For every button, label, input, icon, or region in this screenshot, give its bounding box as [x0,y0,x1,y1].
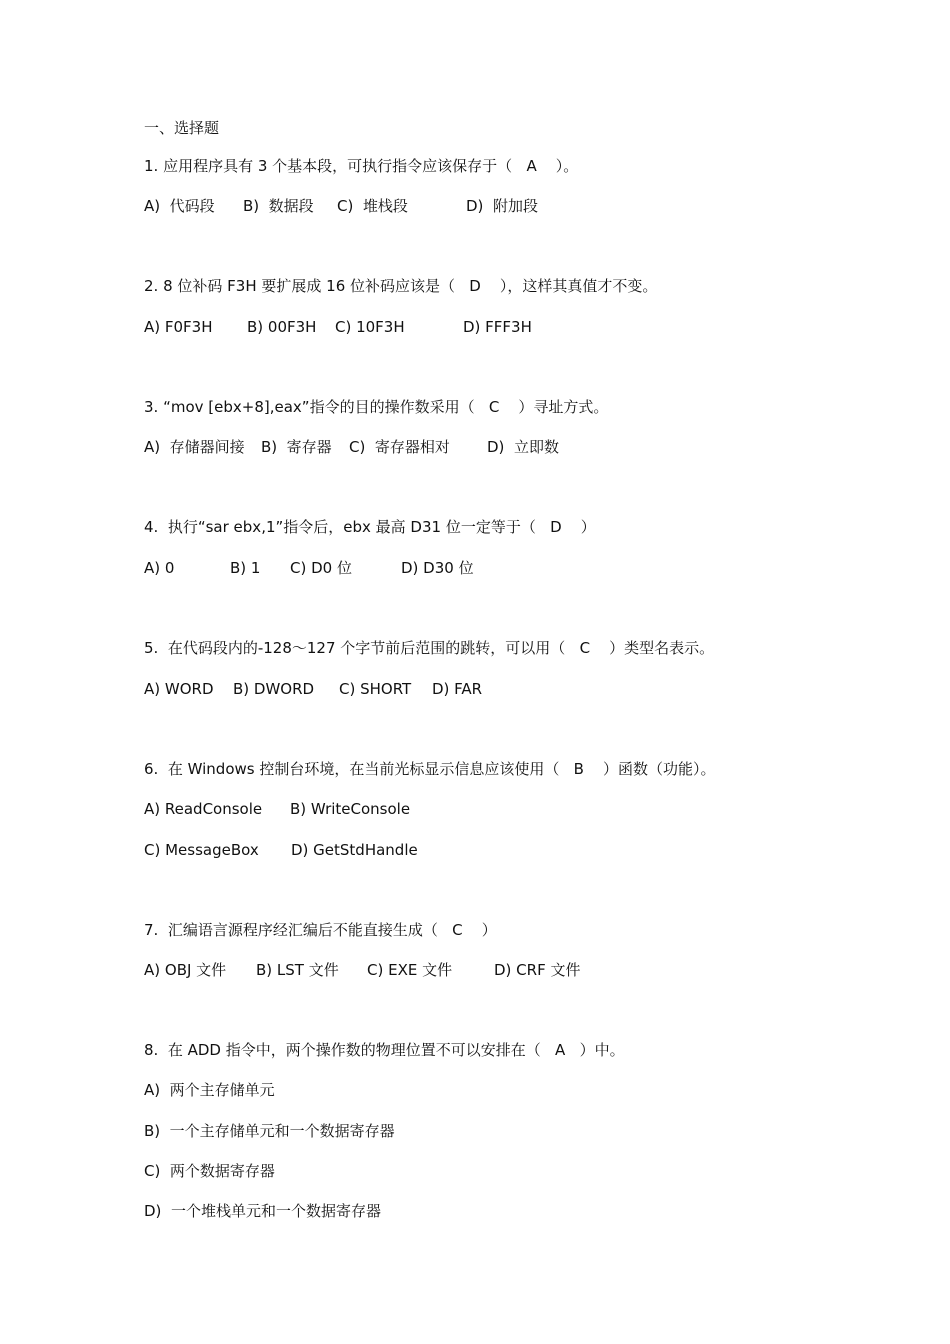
option-d: D) FFF3H [463,318,532,336]
option-a: A) WORD [144,680,214,698]
option-b: B) 数据段 [243,197,314,215]
option-c: C) SHORT [339,680,412,698]
option-c: C) 10F3H [335,318,405,336]
question-2-stem: 2. 8 位补码 F3H 要扩展成 16 位补码应该是（ D ），这样其真值才不变。 [144,277,658,295]
question-7-options [144,960,581,980]
question-8-stem: 8. 在 ADD 指令中，两个操作数的物理位置不可以安排在（ A ）中。 [144,1041,625,1059]
option-b: B) LST 文件 [256,961,339,979]
question-8-option-a: A) 两个主存储单元 [144,1081,275,1099]
question-8-option-c: C) 两个数据寄存器 [144,1162,275,1180]
option-b: B) DWORD [233,680,315,698]
option-c: C) 寄存器相对 [349,438,450,456]
option-d: D) 立即数 [487,438,559,456]
option-a: A) 代码段 [144,197,215,215]
option-a: A) OBJ 文件 [144,961,227,979]
option-b: B) 寄存器 [261,438,332,456]
option-d: D) GetStdHandle [291,841,418,859]
question-8-option-b: B) 一个主存储单元和一个数据寄存器 [144,1122,395,1140]
question-6-options-row-2 [144,840,418,860]
question-4-stem: 4. 执行“sar ebx,1”指令后，ebx 最高 D31 位一定等于（ D ） [144,518,596,536]
option-c: C) MessageBox [144,841,259,859]
option-a: A) ReadConsole [144,800,263,818]
question-2-options [144,317,532,337]
option-d: D) D30 位 [401,559,474,577]
question-3-stem: 3. “mov [ebx+8],eax”指令的目的操作数采用（ C ）寻址方式。 [144,398,609,416]
option-d: D) FAR [432,680,483,698]
option-a: A) F0F3H [144,318,213,336]
question-3-options [144,437,559,457]
option-b: B) WriteConsole [290,800,411,818]
question-1-stem: 1. 应用程序具有 3 个基本段，可执行指令应该保存于（ A ）。 [144,157,579,175]
option-b: B) 1 [230,559,261,577]
option-b: B) 00F3H [247,318,317,336]
question-6-stem: 6. 在 Windows 控制台环境，在当前光标显示信息应该使用（ B ）函数（功能）。 [144,760,716,778]
section-title: 一、选择题 [144,119,220,137]
question-8-option-d: D) 一个堆栈单元和一个数据寄存器 [144,1202,381,1220]
option-a: A) 存储器间接 [144,438,245,456]
question-5-options [144,679,483,699]
question-5-stem: 5. 在代码段内的-128～127 个字节前后范围的跳转，可以用（ C ）类型名表示。 [144,639,715,657]
question-7-stem: 7. 汇编语言源程序经汇编后不能直接生成（ C ） [144,921,497,939]
question-4-options [144,558,474,578]
question-6-options-row-1 [144,799,411,819]
option-c: C) EXE 文件 [367,961,453,979]
question-1-options [144,196,538,216]
option-d: D) CRF 文件 [494,961,581,979]
option-a: A) 0 [144,559,175,577]
option-c: C) D0 位 [290,559,352,577]
option-d: D) 附加段 [466,197,538,215]
option-c: C) 堆栈段 [337,197,408,215]
